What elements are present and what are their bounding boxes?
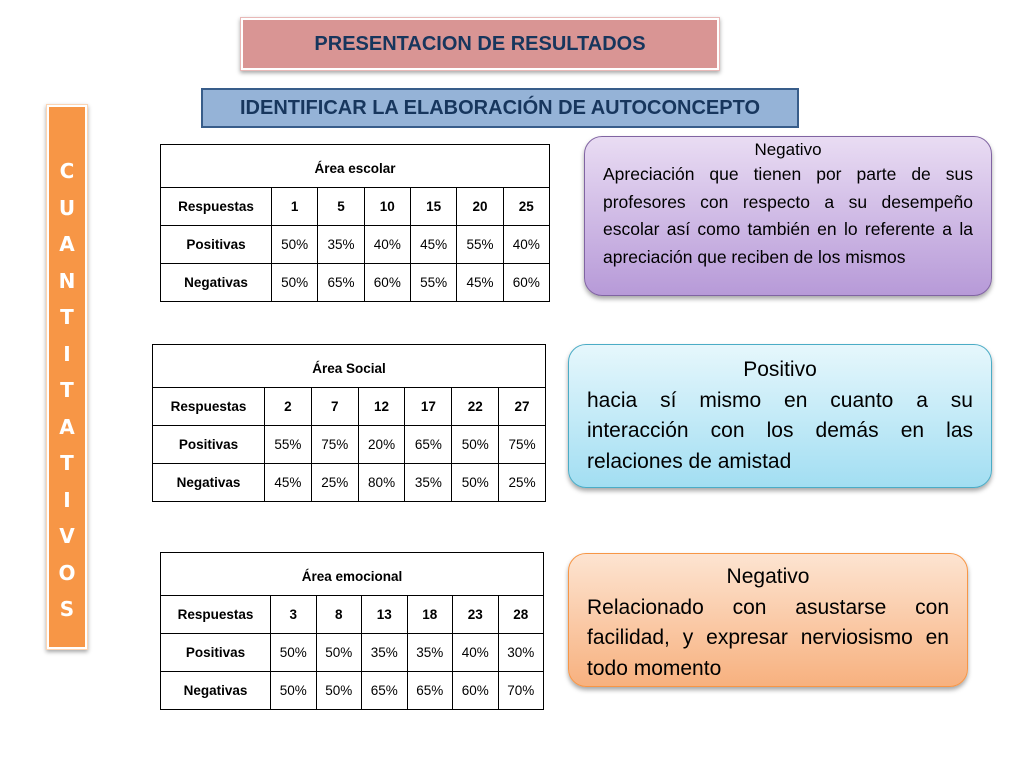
table-cell: 25%	[499, 464, 546, 502]
table-cell: 70%	[498, 672, 544, 710]
table-title: Área Social	[153, 345, 546, 388]
note-social	[568, 344, 992, 488]
column-header: 13	[362, 596, 408, 634]
column-header: 27	[499, 388, 546, 426]
vertical-letter: T	[60, 451, 74, 475]
table-cell: 40%	[364, 226, 410, 264]
table-cell: 40%	[503, 226, 549, 264]
table-cell: 75%	[311, 426, 358, 464]
row-label: Positivas	[161, 634, 271, 672]
table-area-social	[152, 344, 546, 502]
table-cell: 75%	[499, 426, 546, 464]
table-row	[161, 226, 550, 264]
row-label: Negativas	[161, 672, 271, 710]
vertical-letter: V	[59, 524, 75, 548]
row-label: Respuestas	[161, 596, 271, 634]
column-header: 17	[405, 388, 452, 426]
table-cell: 55%	[457, 226, 503, 264]
table-row	[161, 264, 550, 302]
column-header: 12	[358, 388, 405, 426]
table-row	[161, 672, 544, 710]
table-cell: 50%	[272, 264, 318, 302]
table-cell: 35%	[405, 464, 452, 502]
vertical-label-box	[46, 104, 88, 650]
column-header: 5	[318, 188, 364, 226]
vertical-letter: I	[63, 341, 71, 366]
table-cell: 55%	[410, 264, 456, 302]
column-header: 3	[271, 596, 317, 634]
column-header: 28	[498, 596, 544, 634]
row-label: Positivas	[161, 226, 272, 264]
column-header: 8	[316, 596, 362, 634]
table-cell: 35%	[407, 634, 453, 672]
table-cell: 65%	[362, 672, 408, 710]
table-row	[153, 464, 546, 502]
column-header: 7	[311, 388, 358, 426]
vertical-letter: U	[58, 195, 76, 220]
title-banner	[240, 17, 720, 71]
row-label: Positivas	[153, 426, 265, 464]
table-header-row	[161, 188, 550, 226]
table-cell: 60%	[364, 264, 410, 302]
table-cell: 45%	[265, 464, 312, 502]
table-cell: 45%	[410, 226, 456, 264]
table-cell: 45%	[457, 264, 503, 302]
table-cell: 35%	[362, 634, 408, 672]
page-title: PRESENTACION DE RESULTADOS	[314, 32, 646, 55]
column-header: 1	[272, 188, 318, 226]
column-header: 23	[453, 596, 499, 634]
page-subtitle: IDENTIFICAR LA ELABORACIÓN DE AUTOCONCEPTO	[239, 96, 760, 119]
vertical-letter: A	[59, 414, 75, 439]
note-text: Relacionado con asustarse con facilidad, y expresar nerviosismo en todo momento	[587, 595, 949, 680]
table-cell: 50%	[271, 672, 317, 710]
table-cell: 35%	[318, 226, 364, 264]
note-escolar	[584, 136, 992, 296]
table-cell: 40%	[453, 634, 499, 672]
table-title: Área escolar	[161, 145, 550, 188]
column-header: 18	[407, 596, 453, 634]
table-area-emocional	[160, 552, 544, 710]
table-cell: 50%	[452, 464, 499, 502]
table-cell: 30%	[498, 634, 544, 672]
row-label: Negativas	[161, 264, 272, 302]
table-cell: 65%	[407, 672, 453, 710]
vertical-letter: A	[59, 232, 75, 256]
vertical-letter: O	[58, 560, 76, 585]
column-header: 10	[364, 188, 410, 226]
vertical-letter: S	[59, 597, 75, 621]
table-cell: 25%	[311, 464, 358, 502]
table-cell: 50%	[452, 426, 499, 464]
table-cell: 65%	[318, 264, 364, 302]
table-header-row	[153, 388, 546, 426]
column-header: 22	[452, 388, 499, 426]
column-header: 25	[503, 188, 549, 226]
vertical-letter: C	[59, 159, 75, 183]
note-heading: Negativo	[754, 140, 822, 159]
table-cell: 50%	[272, 226, 318, 264]
note-heading: Positivo	[743, 358, 817, 381]
table-header-row	[161, 596, 544, 634]
column-header: 2	[265, 388, 312, 426]
note-emocional	[568, 553, 968, 687]
vertical-letter: T	[60, 378, 74, 402]
vertical-letter: T	[60, 305, 74, 329]
table-cell: 60%	[453, 672, 499, 710]
column-header: 20	[457, 188, 503, 226]
row-label: Negativas	[153, 464, 265, 502]
table-title: Área emocional	[161, 553, 544, 596]
table-cell: 55%	[265, 426, 312, 464]
vertical-letter: I	[63, 487, 71, 512]
subtitle-banner	[201, 88, 799, 128]
row-label: Respuestas	[161, 188, 272, 226]
table-cell: 60%	[503, 264, 549, 302]
table-cell: 20%	[358, 426, 405, 464]
table-row	[161, 634, 544, 672]
table-cell: 65%	[405, 426, 452, 464]
table-cell: 80%	[358, 464, 405, 502]
vertical-letter: N	[58, 268, 76, 293]
column-header: 15	[410, 188, 456, 226]
table-row	[153, 426, 546, 464]
note-text: Apreciación que tienen por parte de sus profesores con respecto a su desempeño escolar así como también en lo referente a la apreciación que reciben de los mismos	[603, 164, 973, 267]
table-cell: 50%	[271, 634, 317, 672]
table-cell: 50%	[316, 672, 362, 710]
table-cell: 50%	[316, 634, 362, 672]
note-text: hacia sí mismo en cuanto a su interacción con los demás en las relaciones de amistad	[587, 388, 973, 473]
note-heading: Negativo	[726, 565, 810, 588]
row-label: Respuestas	[153, 388, 265, 426]
table-area-escolar	[160, 144, 550, 302]
